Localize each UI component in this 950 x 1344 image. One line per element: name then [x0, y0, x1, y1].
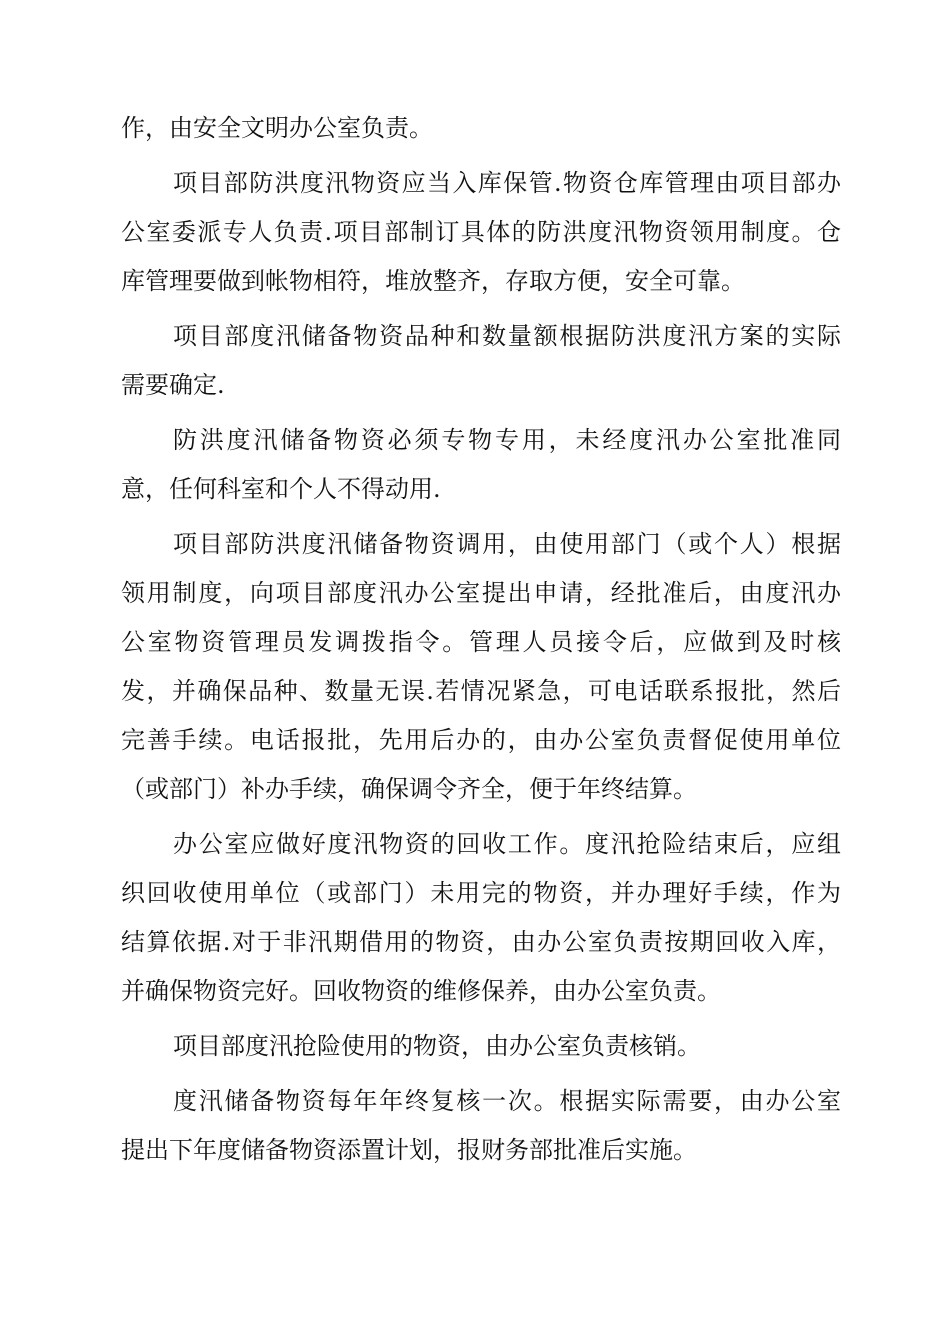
text-line: 库管理要做到帐物相符，堆放整齐，存取方便，安全可靠。 — [121, 267, 745, 295]
text-line: 完善手续。电话报批，先用后办的，由办公室负责督促使用单位 — [121, 726, 841, 754]
text-line: 并确保物资完好。回收物资的维修保养，由办公室负责。 — [121, 977, 721, 1005]
text-line: 项目部度汛抢险使用的物资，由办公室负责核销。 — [173, 1032, 701, 1060]
text-line: 织回收使用单位（或部门）未用完的物资，并办理好手续，作为 — [121, 879, 841, 907]
text-line: 项目部防洪度汛物资应当入库保管.物资仓库管理由项目部办 — [173, 169, 841, 197]
text-line: 度汛储备物资每年年终复核一次。根据实际需要，由办公室 — [173, 1087, 841, 1115]
text-line: 领用制度，向项目部度汛办公室提出申请，经批准后，由度汛办 — [121, 579, 841, 607]
text-line: 需要确定. — [121, 371, 225, 399]
text-line: 结算依据.对于非汛期借用的物资，由办公室负责按期回收入库， — [121, 928, 841, 956]
text-line: 发，并确保品种、数量无误.若情况紧急，可电话联系报批，然后 — [121, 677, 841, 705]
text-line: 项目部度汛储备物资品种和数量额根据防洪度汛方案的实际 — [173, 322, 841, 350]
text-line: 公室物资管理员发调拨指令。管理人员接令后，应做到及时核 — [121, 628, 841, 656]
text-line: 防洪度汛储备物资必须专物专用，未经度汛办公室批准同 — [173, 426, 841, 454]
text-line: 公室委派专人负责.项目部制订具体的防洪度汛物资领用制度。仓 — [121, 218, 841, 246]
text-line: 提出下年度储备物资添置计划，报财务部批准后实施。 — [121, 1136, 697, 1164]
document-body — [121, 104, 841, 1175]
text-line: 办公室应做好度汛物资的回收工作。度汛抢险结束后，应组 — [173, 830, 841, 858]
text-line: 意，任何科室和个人不得动用. — [121, 475, 441, 503]
text-line: 作，由安全文明办公室负责。 — [121, 114, 433, 142]
text-line: 项目部防洪度汛储备物资调用，由使用部门（或个人）根据 — [173, 530, 841, 558]
text-line: （或部门）补办手续，确保调令齐全，便于年终结算。 — [121, 775, 697, 803]
